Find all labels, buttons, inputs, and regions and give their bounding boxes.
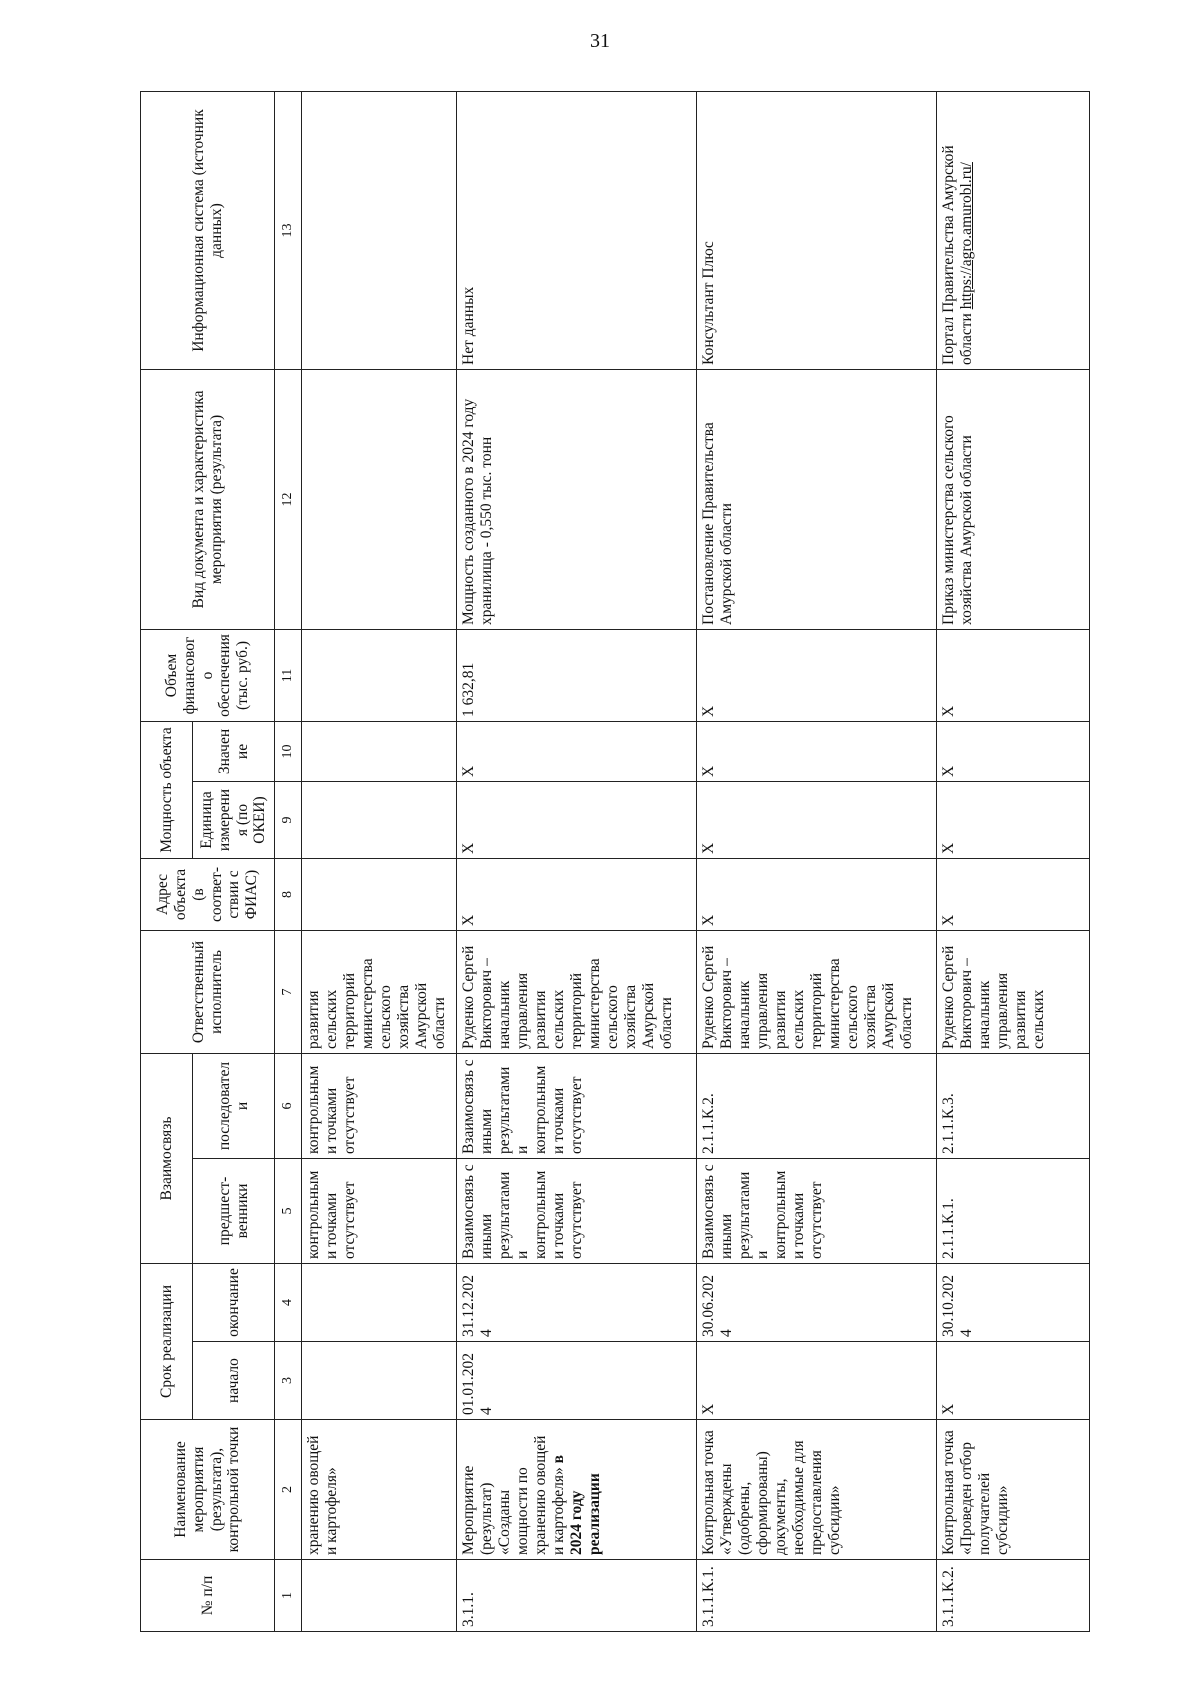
row-successors: Взаимосвязь с иными результатами и контрольными точками отсутствует bbox=[457, 1054, 697, 1159]
row-doc-type: Приказ министерства сельского хозяйства Амурской области bbox=[937, 370, 1090, 630]
header-num: № п/п bbox=[141, 1560, 275, 1632]
row-predecessors: контрольными точками отсутствует bbox=[302, 1159, 457, 1264]
row-unit: X bbox=[457, 782, 697, 859]
row-name: Контрольная точка «Проведен отбор получателей субсидии» bbox=[937, 1420, 1090, 1560]
header-successors: последователи bbox=[193, 1054, 275, 1159]
row-unit bbox=[302, 782, 457, 859]
row-predecessors: 2.1.1.К.1. bbox=[937, 1159, 1090, 1264]
row-name-text: Мероприятие (результат) «Созданы мощности по хранению овощей и картофеля» bbox=[460, 1435, 567, 1555]
row-value bbox=[302, 722, 457, 782]
header-doc-type: Вид документа и характеристика мероприятия (результата) bbox=[141, 370, 275, 630]
row-value: X bbox=[937, 722, 1090, 782]
row-predecessors: Взаимосвязь с иными результатами и контрольными точками отсутствует bbox=[457, 1159, 697, 1264]
row-end: 30.06.2024 bbox=[697, 1264, 937, 1342]
row-name: Контрольная точка «Утверждены (одобрены, сформированы) документы, необходимые для предоставления субсидии» bbox=[697, 1420, 937, 1560]
row-start: 01.01.2024 bbox=[457, 1342, 697, 1420]
row-start bbox=[302, 1342, 457, 1420]
row-start: X bbox=[937, 1342, 1090, 1420]
header-info-system: Информационная система (источник данных) bbox=[141, 92, 275, 370]
column-number: 13 bbox=[275, 92, 302, 370]
header-responsible: Ответственный исполнитель bbox=[141, 931, 275, 1054]
column-number: 9 bbox=[275, 782, 302, 859]
row-successors: 2.1.1.К.3. bbox=[937, 1054, 1090, 1159]
row-num: 3.1.1.К.1. bbox=[697, 1560, 937, 1632]
row-address bbox=[302, 859, 457, 931]
column-number: 12 bbox=[275, 370, 302, 630]
column-number: 8 bbox=[275, 859, 302, 931]
header-relation: Взаимосвязь bbox=[141, 1054, 193, 1264]
row-info-system bbox=[302, 92, 457, 370]
column-number: 11 bbox=[275, 630, 302, 722]
row-info-system bbox=[937, 92, 1090, 370]
row-responsible: Руденко Сергей Викторович – начальник управления развития сельских территорий министерства сельского хозяйства Амурской области bbox=[457, 931, 697, 1054]
row-doc-type bbox=[302, 370, 457, 630]
row-end bbox=[302, 1264, 457, 1342]
row-info-system: Консультант Плюс bbox=[697, 92, 937, 370]
column-number: 7 bbox=[275, 931, 302, 1054]
row-responsible: Руденко Сергей Викторович – начальник управления развития сельских bbox=[937, 931, 1090, 1054]
row-doc-type: Мощность созданного в 2024 году хранилища - 0,550 тыс. тонн bbox=[457, 370, 697, 630]
column-number: 5 bbox=[275, 1159, 302, 1264]
column-number: 4 bbox=[275, 1264, 302, 1342]
header-row-1 bbox=[141, 92, 193, 1632]
header-predecessors: предшест-венники bbox=[193, 1159, 275, 1264]
row-address: X bbox=[937, 859, 1090, 931]
row-unit: X bbox=[697, 782, 937, 859]
row-finance: X bbox=[697, 630, 937, 722]
row-successors: контрольными точками отсутствует bbox=[302, 1054, 457, 1159]
row-predecessors: Взаимосвязь с иными результатами и контрольными точками отсутствует bbox=[697, 1159, 937, 1264]
row-num: 3.1.1.К.2. bbox=[937, 1560, 1090, 1632]
column-number: 3 bbox=[275, 1342, 302, 1420]
header-end: окончание bbox=[193, 1264, 275, 1342]
row-address: X bbox=[697, 859, 937, 931]
row-value: X bbox=[457, 722, 697, 782]
row-name bbox=[457, 1420, 697, 1560]
row-end: 31.12.2024 bbox=[457, 1264, 697, 1342]
row-start: X bbox=[697, 1342, 937, 1420]
info-system-text: Портал Правительства Амурской области bbox=[940, 145, 975, 365]
row-doc-type: Постановление Правительства Амурской области bbox=[697, 370, 937, 630]
row-info-system: Нет данных bbox=[457, 92, 697, 370]
row-address: X bbox=[457, 859, 697, 931]
row-successors: 2.1.1.К.2. bbox=[697, 1054, 937, 1159]
row-num bbox=[302, 1560, 457, 1632]
row-value: X bbox=[697, 722, 937, 782]
row-finance: 1 632,81 bbox=[457, 630, 697, 722]
header-start: начало bbox=[193, 1342, 275, 1420]
row-end: 30.10.2024 bbox=[937, 1264, 1090, 1342]
row-unit: X bbox=[937, 782, 1090, 859]
row-responsible: Руденко Сергей Викторович – начальник управления развития сельских территорий министерства сельского хозяйства Амурской области bbox=[697, 931, 937, 1054]
activities-table bbox=[140, 91, 1090, 1632]
row-responsible: развития сельских территорий министерства сельского хозяйства Амурской области bbox=[302, 931, 457, 1054]
info-system-link[interactable]: https://agro.amurobl.ru/ bbox=[957, 162, 975, 310]
row-finance bbox=[302, 630, 457, 722]
row-finance: X bbox=[937, 630, 1090, 722]
column-number: 10 bbox=[275, 722, 302, 782]
header-address: Адрес объекта (в соответ-ствии с ФИАС) bbox=[141, 859, 275, 931]
header-period: Срок реализации bbox=[141, 1264, 193, 1420]
table-row bbox=[937, 92, 1090, 1632]
row-name: хранению овощей и картофеля» bbox=[302, 1420, 457, 1560]
column-number-row bbox=[275, 92, 302, 1632]
column-number: 1 bbox=[275, 1560, 302, 1632]
page-number: 31 bbox=[590, 30, 610, 52]
column-number: 2 bbox=[275, 1420, 302, 1560]
header-unit: Единица измерения (по ОКЕИ) bbox=[193, 782, 275, 859]
row-name-bold: в 2024 году реализации bbox=[549, 1455, 603, 1555]
header-capacity: Мощность объекта bbox=[141, 722, 193, 859]
header-finance: Объем финансового обеспечения (тыс. руб.) bbox=[141, 630, 275, 722]
header-name: Наименование мероприятия (результата), контрольной точки bbox=[141, 1420, 275, 1560]
row-num: 3.1.1. bbox=[457, 1560, 697, 1632]
header-value: Значение bbox=[193, 722, 275, 782]
column-number: 6 bbox=[275, 1054, 302, 1159]
table-row bbox=[697, 92, 937, 1632]
table-row bbox=[457, 92, 697, 1632]
rotated-table-container bbox=[140, 92, 1090, 1632]
table-row bbox=[302, 92, 457, 1632]
